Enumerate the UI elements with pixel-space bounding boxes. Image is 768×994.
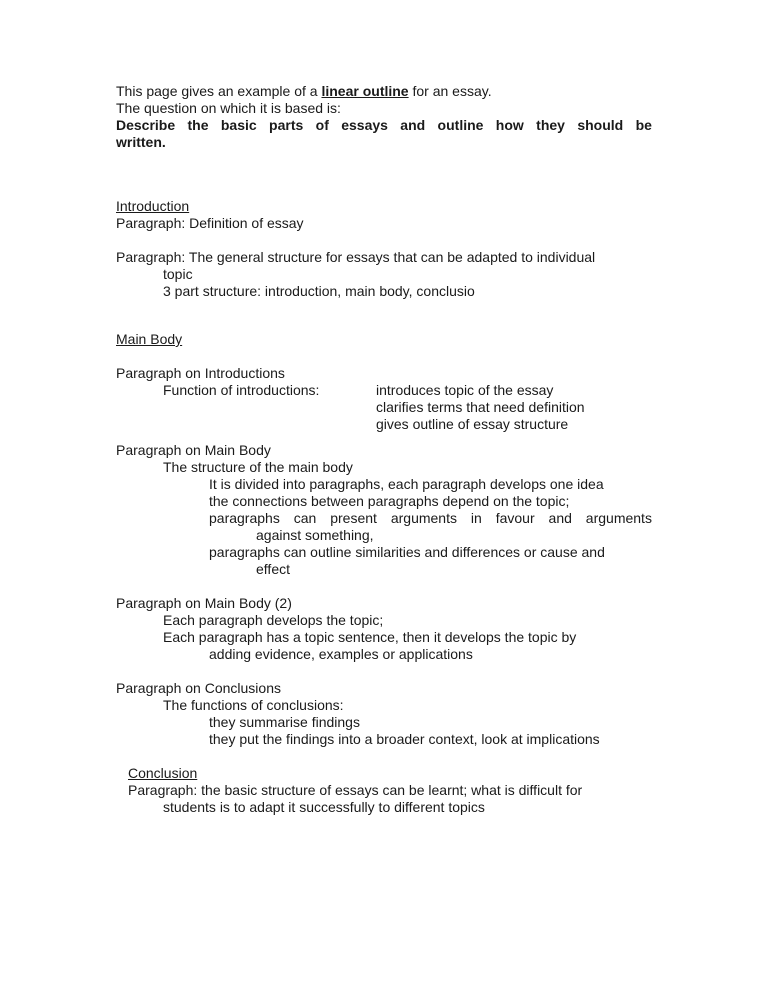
- main-body-heading: Main Body: [116, 331, 183, 347]
- paragraph-on-main-body-2: Paragraph on Main Body (2): [116, 595, 292, 611]
- word: paragraphs: [209, 510, 280, 526]
- word: favour: [495, 510, 535, 526]
- conclusions-item: they summarise findings: [209, 714, 360, 730]
- conclusions-item: they put the findings into a broader context, look at implications: [209, 731, 600, 747]
- word: Describe: [116, 117, 176, 133]
- paragraph-on-conclusions: Paragraph on Conclusions: [116, 680, 281, 696]
- essay-question-line-1: [116, 117, 652, 134]
- introduction-paragraph-1: Paragraph: Definition of essay: [116, 215, 304, 231]
- introduction-paragraph-2-cont: topic: [163, 266, 193, 282]
- word: the: [187, 117, 209, 133]
- introductions-item: introduces topic of the essay: [376, 382, 554, 398]
- main-body-2-item-cont: adding evidence, examples or applications: [209, 646, 473, 662]
- introductions-item: gives outline of essay structure: [376, 416, 569, 432]
- word: arguments: [390, 510, 457, 526]
- word: present: [330, 510, 377, 526]
- intro-line-2: The question on which it is based is:: [116, 100, 341, 116]
- introductions-item: clarifies terms that need definition: [376, 399, 585, 415]
- main-body-item-cont: against something,: [256, 527, 374, 543]
- function-of-introductions-label: Function of introductions:: [163, 382, 320, 398]
- main-body-item-justified: [209, 510, 652, 527]
- functions-of-conclusions: The functions of conclusions:: [163, 697, 344, 713]
- main-body-item: paragraphs can outline similarities and differences or cause and: [209, 544, 605, 560]
- paragraph-on-introductions: Paragraph on Introductions: [116, 365, 285, 381]
- word: basic: [220, 117, 257, 133]
- word: be: [635, 117, 652, 133]
- word: and: [400, 117, 426, 133]
- paragraph-on-main-body: Paragraph on Main Body: [116, 442, 271, 458]
- word: and: [548, 510, 572, 526]
- main-body-item-cont: effect: [256, 561, 290, 577]
- word: in: [470, 510, 482, 526]
- intro-line-1: [116, 83, 492, 100]
- introduction-paragraph-2: Paragraph: The general structure for essays that can be adapted to individual: [116, 249, 596, 265]
- word: outline: [437, 117, 484, 133]
- word: should: [577, 117, 624, 133]
- word: how: [495, 117, 524, 133]
- main-body-item: the connections between paragraphs depend on the topic;: [209, 493, 570, 509]
- main-body-2-item: Each paragraph develops the topic;: [163, 612, 384, 628]
- word: arguments: [585, 510, 652, 526]
- word: they: [536, 117, 565, 133]
- conclusion-heading: Conclusion: [128, 765, 198, 781]
- main-body-item: It is divided into paragraphs, each paragraph develops one idea: [209, 476, 604, 492]
- conclusion-paragraph: Paragraph: the basic structure of essays can be learnt; what is difficult for: [128, 782, 583, 798]
- essay-question-line-2: written.: [116, 134, 166, 150]
- intro-text-end: for an essay.: [408, 83, 492, 99]
- word: parts: [269, 117, 304, 133]
- word: of: [315, 117, 329, 133]
- linear-outline-term: linear outline: [321, 83, 409, 99]
- three-part-structure: 3 part structure: introduction, main body, conclusio: [163, 283, 475, 299]
- introduction-heading: Introduction: [116, 198, 190, 214]
- word: essays: [341, 117, 388, 133]
- structure-of-main-body: The structure of the main body: [163, 459, 353, 475]
- conclusion-paragraph-cont: students is to adapt it successfully to different topics: [163, 799, 485, 815]
- intro-text: This page gives an example of a: [116, 83, 322, 99]
- main-body-2-item: Each paragraph has a topic sentence, then it develops the topic by: [163, 629, 577, 645]
- word: can: [293, 510, 317, 526]
